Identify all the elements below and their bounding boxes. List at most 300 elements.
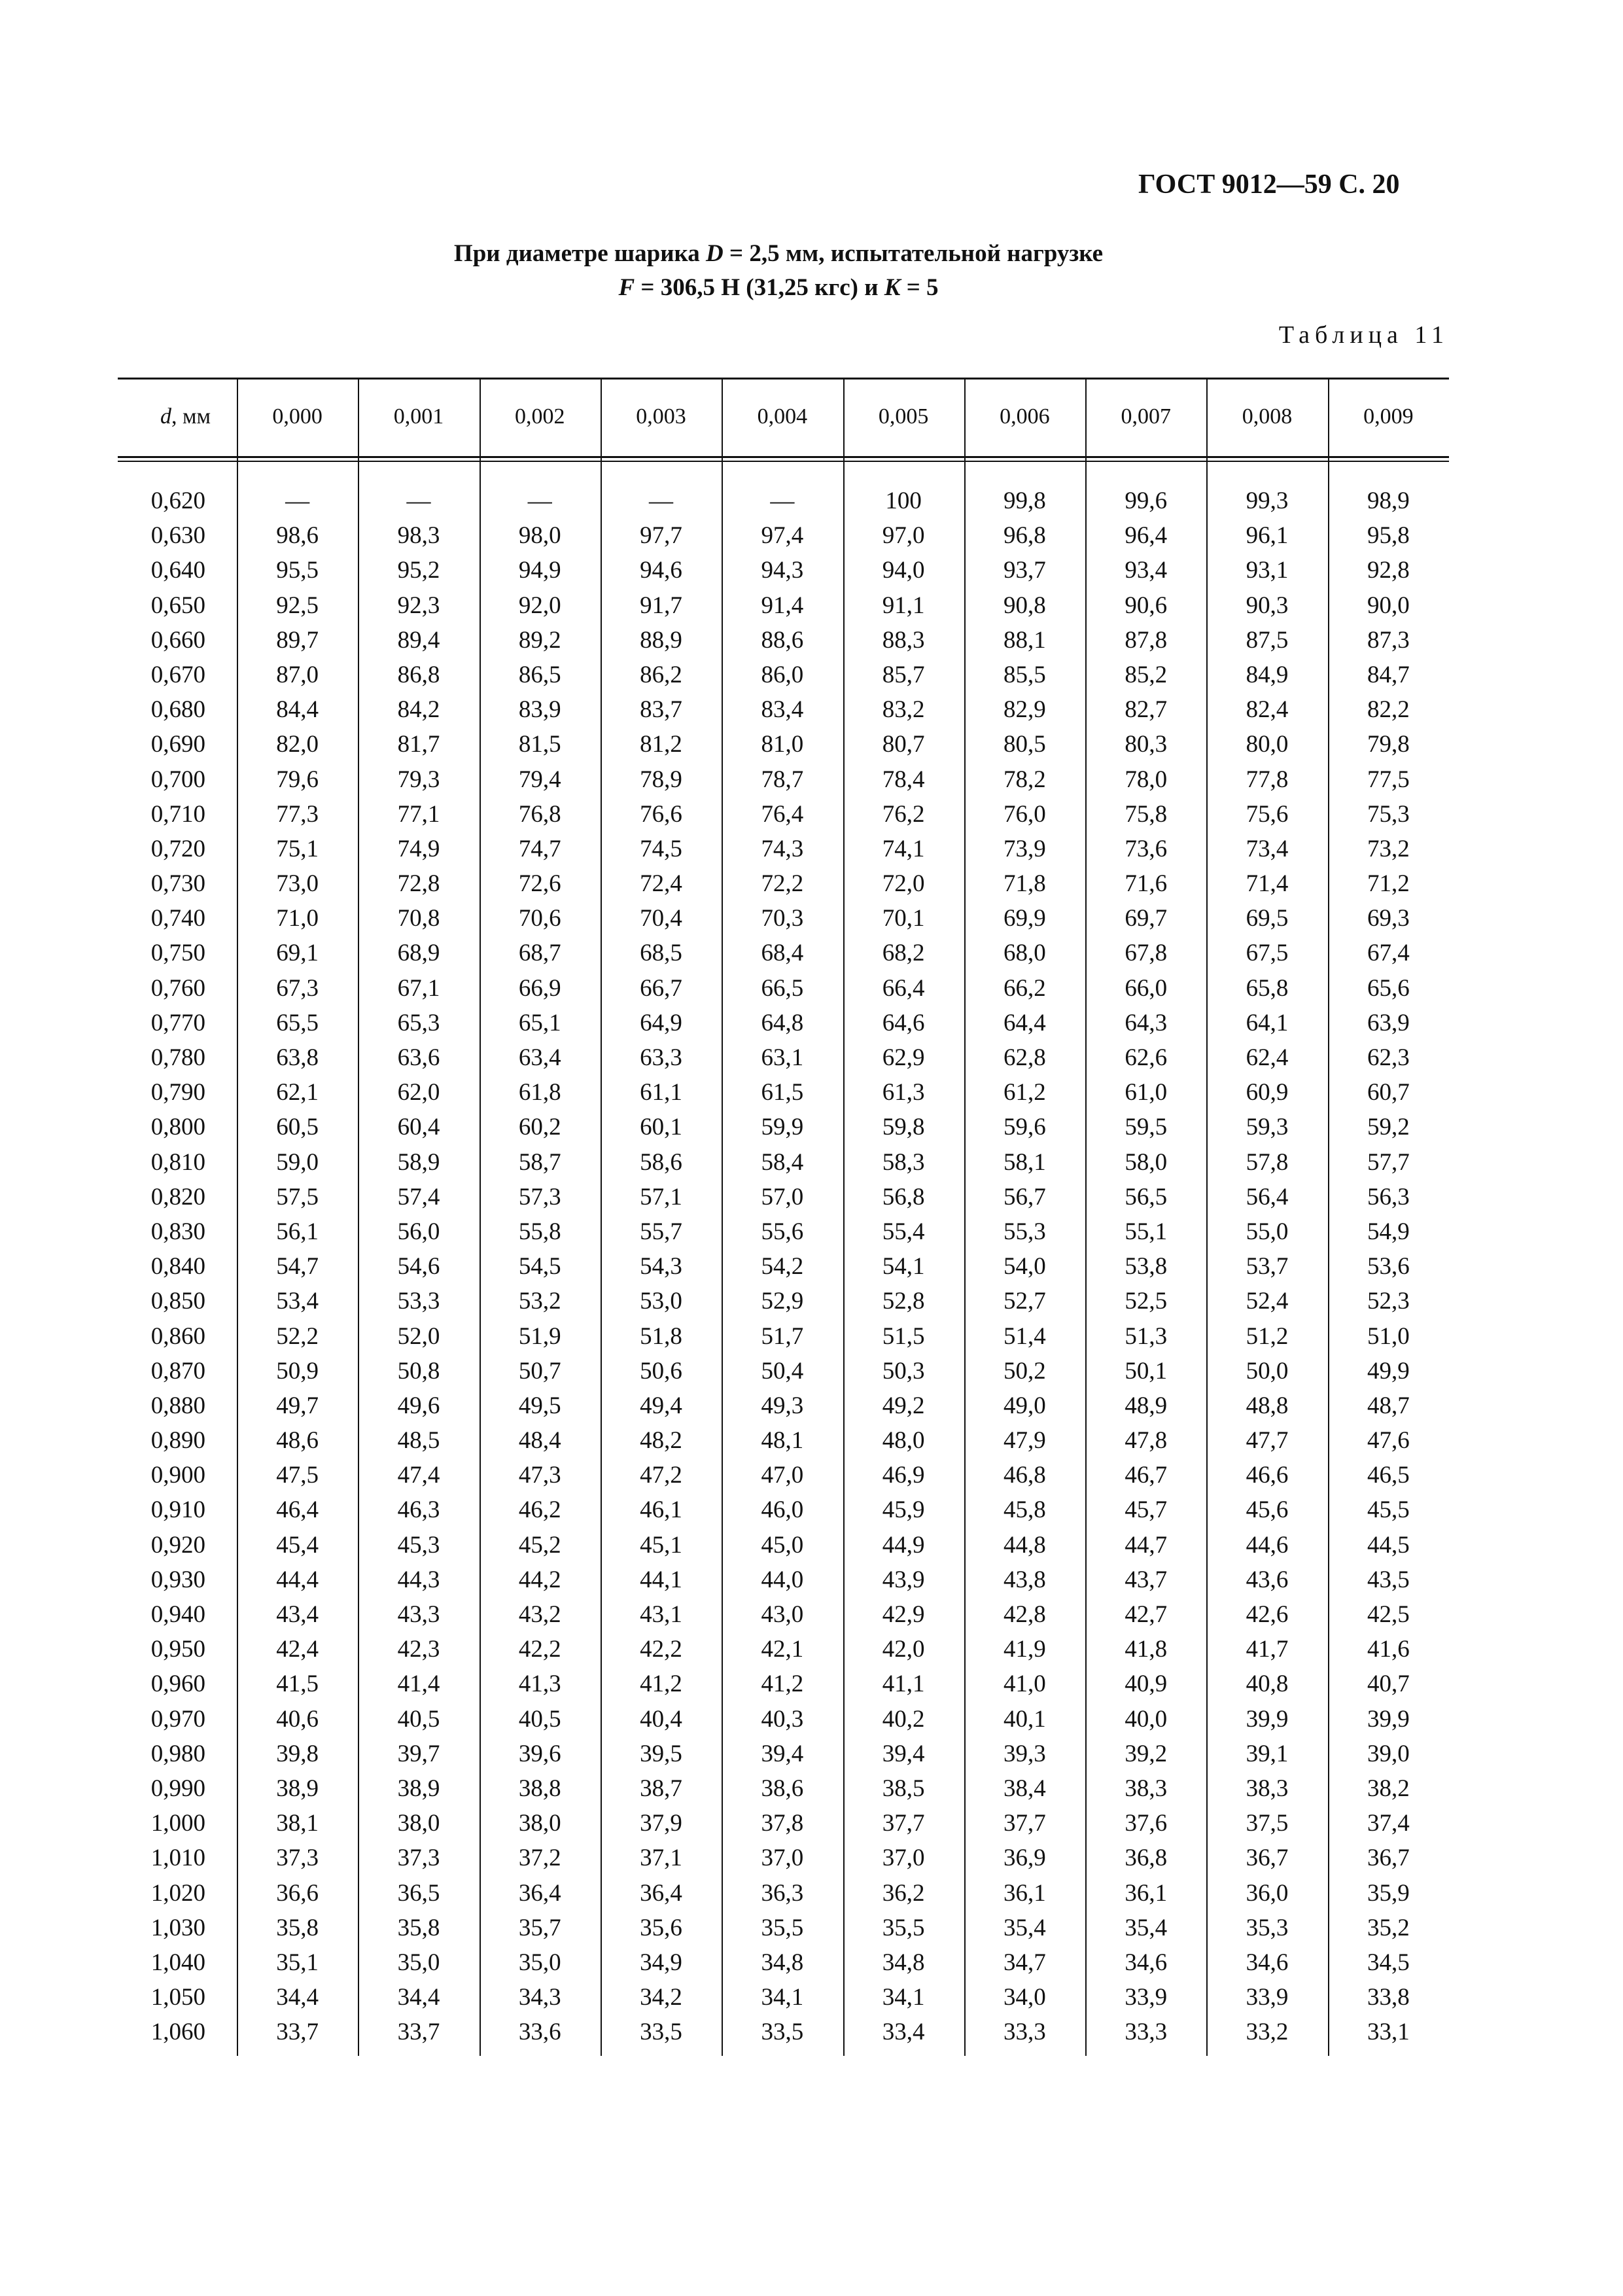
table-cell: 37,0	[882, 1845, 925, 1872]
table-cell: 68,2	[882, 940, 925, 967]
table-cell: 40,3	[761, 1705, 804, 1733]
table-cell: 43,2	[518, 1601, 561, 1628]
table-cell: 70,8	[397, 905, 440, 932]
table-cell: 62,4	[1246, 1044, 1289, 1071]
table-cell: 96,8	[1003, 522, 1046, 550]
table-cell: 80,7	[882, 731, 925, 758]
table-cell: 57,7	[1367, 1148, 1410, 1176]
table-cell: 92,8	[1367, 557, 1410, 584]
table-cell: 36,5	[397, 1879, 440, 1907]
table-cell: 49,0	[1003, 1392, 1046, 1419]
table-row	[118, 692, 1449, 727]
table-cell: 98,0	[518, 522, 561, 550]
table-row	[118, 1388, 1449, 1423]
row-d-value: 0,920	[150, 1531, 205, 1559]
table-row	[118, 588, 1449, 623]
table-cell: 55,7	[640, 1218, 682, 1245]
table-row	[118, 623, 1449, 658]
table-cell: 42,2	[640, 1636, 682, 1663]
table-row	[118, 1632, 1449, 1667]
table-cell: 71,6	[1125, 870, 1168, 898]
table-cell: 60,9	[1246, 1079, 1289, 1106]
table-cell: 48,2	[640, 1427, 682, 1455]
table-cell: 47,4	[397, 1462, 440, 1489]
row-d-value: 1,050	[150, 1984, 205, 2011]
table-cell: 61,2	[1003, 1079, 1046, 1106]
table-cell: 52,8	[882, 1288, 925, 1315]
table-cell: 60,2	[518, 1114, 561, 1141]
table-row	[118, 1214, 1449, 1249]
table-cell: 49,4	[640, 1392, 682, 1419]
table-cell: 53,6	[1367, 1253, 1410, 1280]
table-cell: 46,4	[276, 1496, 319, 1524]
header-cell: 0,009	[1363, 404, 1414, 429]
table-cell: 39,2	[1125, 1740, 1168, 1767]
table-cell: 60,5	[276, 1114, 319, 1141]
row-d-value: 1,040	[150, 1949, 205, 1976]
row-d-value: 0,620	[150, 487, 205, 514]
table-cell: 45,4	[276, 1531, 319, 1559]
table-row	[118, 727, 1449, 762]
table-cell: 38,7	[640, 1775, 682, 1802]
table-cell: 80,3	[1125, 731, 1168, 758]
table-cell: 65,8	[1246, 974, 1289, 1002]
table-cell: 55,6	[761, 1218, 804, 1245]
table-cell: 37,1	[640, 1845, 682, 1872]
row-d-value: 0,970	[150, 1705, 205, 1733]
table-cell: 38,6	[761, 1775, 804, 1802]
table-cell: 86,5	[518, 661, 561, 688]
table-cell: 72,6	[518, 870, 561, 898]
table-number: Таблица 11	[1278, 321, 1449, 349]
table-cell: 33,2	[1246, 2019, 1289, 2046]
column-divider	[601, 378, 602, 2056]
table-cell: 63,9	[1367, 1009, 1410, 1036]
table-cell: 66,7	[640, 974, 682, 1002]
table-cell: 82,2	[1367, 696, 1410, 724]
row-d-value: 0,870	[150, 1357, 205, 1385]
header-cell: 0,007	[1121, 404, 1171, 429]
table-cell: 35,1	[276, 1949, 319, 1976]
table-cell: 38,3	[1246, 1775, 1289, 1802]
table-cell: 37,6	[1125, 1810, 1168, 1837]
table-row	[118, 2015, 1449, 2049]
table-cell: 42,9	[882, 1601, 925, 1628]
table-cell: 37,4	[1367, 1810, 1410, 1837]
table-cell: 84,9	[1246, 661, 1289, 688]
header-cell-d	[118, 378, 237, 456]
table-cell: 73,4	[1246, 835, 1289, 862]
row-d-value: 0,840	[150, 1253, 205, 1280]
header-cell: 0,003	[636, 404, 686, 429]
table-cell: 88,6	[761, 626, 804, 654]
table-cell: 52,4	[1246, 1288, 1289, 1315]
table-cell: 61,1	[640, 1079, 682, 1106]
table-cell: 81,0	[761, 731, 804, 758]
table-cell: —	[770, 487, 795, 514]
table-cell: 65,3	[397, 1009, 440, 1036]
table-cell: 53,4	[276, 1288, 319, 1315]
table-cell: 35,2	[1367, 1914, 1410, 1941]
table-cell: 55,8	[518, 1218, 561, 1245]
column-divider	[1206, 378, 1208, 2056]
table-cell: 86,2	[640, 661, 682, 688]
table-cell: 62,8	[1003, 1044, 1046, 1071]
table-cell: 59,6	[1003, 1114, 1046, 1141]
table-cell: 84,2	[397, 696, 440, 724]
table-cell: 51,2	[1246, 1322, 1289, 1350]
table-row	[118, 1667, 1449, 1701]
table-row	[118, 518, 1449, 553]
table-cell: 47,6	[1367, 1427, 1410, 1455]
table-cell: 73,2	[1367, 835, 1410, 862]
header-d-symbol: d	[160, 404, 171, 429]
table-cell: 60,7	[1367, 1079, 1410, 1106]
table-cell: 87,5	[1246, 626, 1289, 654]
table-cell: 47,2	[640, 1462, 682, 1489]
caption-line2-mid: = 306,5 Н (31,25 кгс) и	[640, 274, 879, 301]
table-cell: 70,1	[882, 905, 925, 932]
caption-line-2	[262, 271, 1295, 305]
table-cell: 48,6	[276, 1427, 319, 1455]
column-divider	[1328, 378, 1329, 2056]
table-cell: 69,9	[1003, 905, 1046, 932]
row-d-value: 0,960	[150, 1670, 205, 1698]
column-divider	[964, 378, 966, 2056]
table-cell: 54,5	[518, 1253, 561, 1280]
table-cell: 90,0	[1367, 592, 1410, 619]
table-cell: 66,9	[518, 974, 561, 1002]
table-cell: 50,4	[761, 1357, 804, 1385]
table-cell: 33,8	[1367, 1984, 1410, 2011]
table-cell: 98,3	[397, 522, 440, 550]
table-cell: 41,6	[1367, 1636, 1410, 1663]
table-cell: 68,7	[518, 940, 561, 967]
table-cell: 56,7	[1003, 1183, 1046, 1210]
table-cell: 75,6	[1246, 800, 1289, 828]
table-cell: 64,9	[640, 1009, 682, 1036]
table-cell: 51,0	[1367, 1322, 1410, 1350]
table-cell: 78,4	[882, 766, 925, 793]
table-cell: 97,0	[882, 522, 925, 550]
table-cell: 63,3	[640, 1044, 682, 1071]
table-cell: 42,7	[1125, 1601, 1168, 1628]
table-cell: 45,7	[1125, 1496, 1168, 1524]
table-cell: 97,4	[761, 522, 804, 550]
table-cell: 73,6	[1125, 835, 1168, 862]
table-cell: 74,5	[640, 835, 682, 862]
row-d-value: 0,660	[150, 626, 205, 654]
table-cell: 46,7	[1125, 1462, 1168, 1489]
table-cell: 38,2	[1367, 1775, 1410, 1802]
table-cell: 43,3	[397, 1601, 440, 1628]
table-cell: 60,1	[640, 1114, 682, 1141]
header-cell: 0,000	[272, 404, 323, 429]
table-cell: 47,8	[1125, 1427, 1168, 1455]
table-cell: 45,2	[518, 1531, 561, 1559]
table-cell: 36,7	[1246, 1845, 1289, 1872]
table-cell: 37,9	[640, 1810, 682, 1837]
table-cell: 44,6	[1246, 1531, 1289, 1559]
table-cell: 73,0	[276, 870, 319, 898]
table-cell: 76,2	[882, 800, 925, 828]
table-cell: 59,0	[276, 1148, 319, 1176]
table-cell: 34,1	[761, 1984, 804, 2011]
row-d-value: 0,650	[150, 592, 205, 619]
table-cell: 65,1	[518, 1009, 561, 1036]
table-cell: 42,5	[1367, 1601, 1410, 1628]
table-cell: 38,5	[882, 1775, 925, 1802]
table-cell: 46,2	[518, 1496, 561, 1524]
table-cell: 69,7	[1125, 905, 1168, 932]
table-cell: 85,2	[1125, 661, 1168, 688]
table-cell: 49,5	[518, 1392, 561, 1419]
table-cell: 58,1	[1003, 1148, 1046, 1176]
header-cell: 0,002	[514, 404, 565, 429]
table-cell: 36,9	[1003, 1845, 1046, 1872]
table-cell: 38,9	[276, 1775, 319, 1802]
table-caption	[262, 237, 1295, 305]
table-cell: 42,6	[1246, 1601, 1289, 1628]
table-cell: 44,1	[640, 1566, 682, 1593]
table-cell: 82,4	[1246, 696, 1289, 724]
table-cell: 51,8	[640, 1322, 682, 1350]
table-cell: 51,5	[882, 1322, 925, 1350]
table-cell: 65,5	[276, 1009, 319, 1036]
table-header-rule-double	[118, 461, 1449, 462]
row-d-value: 1,010	[150, 1845, 205, 1872]
table-cell: 76,4	[761, 800, 804, 828]
row-d-value: 0,880	[150, 1392, 205, 1419]
table-cell: 68,0	[1003, 940, 1046, 967]
table-cell: 37,2	[518, 1845, 561, 1872]
table-cell: 34,3	[518, 1984, 561, 2011]
table-cell: 36,7	[1367, 1845, 1410, 1872]
row-d-value: 0,760	[150, 974, 205, 1002]
table-row	[118, 1075, 1449, 1110]
table-cell: 86,8	[397, 661, 440, 688]
table-cell: 72,8	[397, 870, 440, 898]
table-cell: 45,5	[1367, 1496, 1410, 1524]
table-cell: 42,0	[882, 1636, 925, 1663]
table-cell: 51,4	[1003, 1322, 1046, 1350]
table-cell: 52,0	[397, 1322, 440, 1350]
caption-line1-suffix: = 2,5 мм, испытательной нагрузке	[729, 240, 1104, 267]
table-cell: 42,2	[518, 1636, 561, 1663]
row-d-value: 0,830	[150, 1218, 205, 1245]
table-cell: 61,0	[1125, 1079, 1168, 1106]
table-cell: 52,9	[761, 1288, 804, 1315]
table-cell: 84,4	[276, 696, 319, 724]
table-cell: 70,6	[518, 905, 561, 932]
table-cell: 37,3	[276, 1845, 319, 1872]
table-cell: 71,8	[1003, 870, 1046, 898]
table-cell: 89,4	[397, 626, 440, 654]
table-cell: 74,9	[397, 835, 440, 862]
table-row	[118, 1597, 1449, 1632]
table-cell: 83,9	[518, 696, 561, 724]
table-cell: 52,5	[1125, 1288, 1168, 1315]
table-cell: 61,3	[882, 1079, 925, 1106]
table-cell: 66,5	[761, 974, 804, 1002]
row-d-value: 0,860	[150, 1322, 205, 1350]
table-cell: 36,8	[1125, 1845, 1168, 1872]
table-row	[118, 1110, 1449, 1144]
table-cell: 39,4	[882, 1740, 925, 1767]
table-cell: 79,4	[518, 766, 561, 793]
table-cell: 57,0	[761, 1183, 804, 1210]
table-cell: 77,8	[1246, 766, 1289, 793]
column-divider	[358, 378, 359, 2056]
table-cell: 48,8	[1246, 1392, 1289, 1419]
table-row	[118, 1702, 1449, 1737]
table-cell: 35,0	[397, 1949, 440, 1976]
table-cell: 87,0	[276, 661, 319, 688]
table-cell: 60,4	[397, 1114, 440, 1141]
table-cell: 46,8	[1003, 1462, 1046, 1489]
table-cell: 68,5	[640, 940, 682, 967]
table-cell: 55,1	[1125, 1218, 1168, 1245]
table-cell: 47,5	[276, 1462, 319, 1489]
table-row	[118, 1563, 1449, 1597]
table-cell: 64,4	[1003, 1009, 1046, 1036]
row-d-value: 0,740	[150, 905, 205, 932]
table-cell: 33,3	[1003, 2019, 1046, 2046]
table-cell: 33,3	[1125, 2019, 1168, 2046]
table-cell: 43,4	[276, 1601, 319, 1628]
row-d-value: 0,950	[150, 1636, 205, 1663]
table-cell: 77,1	[397, 800, 440, 828]
table-cell: 94,9	[518, 557, 561, 584]
table-cell: 33,5	[640, 2019, 682, 2046]
table-cell: 43,7	[1125, 1566, 1168, 1593]
table-cell: 92,0	[518, 592, 561, 619]
table-row	[118, 901, 1449, 936]
table-cell: 44,9	[882, 1531, 925, 1559]
table-cell: 54,9	[1367, 1218, 1410, 1245]
table-cell: 40,4	[640, 1705, 682, 1733]
table-cell: 82,9	[1003, 696, 1046, 724]
row-d-value: 0,730	[150, 870, 205, 898]
table-cell: 48,1	[761, 1427, 804, 1455]
table-cell: 50,0	[1246, 1357, 1289, 1385]
table-cell: 86,0	[761, 661, 804, 688]
table-row	[118, 1528, 1449, 1563]
table-cell: 38,3	[1125, 1775, 1168, 1802]
table-cell: 71,2	[1367, 870, 1410, 898]
table-header-rule	[118, 456, 1449, 458]
row-d-value: 0,800	[150, 1114, 205, 1141]
table-cell: 55,0	[1246, 1218, 1289, 1245]
table-cell: 38,1	[276, 1810, 319, 1837]
table-cell: 61,8	[518, 1079, 561, 1106]
row-d-value: 0,780	[150, 1044, 205, 1071]
table-cell: 35,5	[761, 1914, 804, 1941]
table-cell: 43,5	[1367, 1566, 1410, 1593]
table-cell: 37,5	[1246, 1810, 1289, 1837]
row-d-value: 0,820	[150, 1183, 205, 1210]
table-cell: 72,4	[640, 870, 682, 898]
table-cell: 65,6	[1367, 974, 1410, 1002]
column-divider	[480, 378, 481, 2056]
table-cell: 35,7	[518, 1914, 561, 1941]
table-cell: 34,5	[1367, 1949, 1410, 1976]
table-cell: 44,5	[1367, 1531, 1410, 1559]
table-cell: 58,0	[1125, 1148, 1168, 1176]
table-row	[118, 1249, 1449, 1284]
table-cell: 75,8	[1125, 800, 1168, 828]
table-cell: —	[285, 487, 310, 514]
table-cell: 80,5	[1003, 731, 1046, 758]
table-cell: 46,5	[1367, 1462, 1410, 1489]
table-cell: 41,3	[518, 1670, 561, 1698]
table-cell: 38,9	[397, 1775, 440, 1802]
table-cell: 82,0	[276, 731, 319, 758]
row-d-value: 0,630	[150, 522, 205, 550]
table-cell: 37,7	[1003, 1810, 1046, 1837]
table-cell: 59,2	[1367, 1114, 1410, 1141]
table-cell: 66,0	[1125, 974, 1168, 1002]
table-cell: 37,3	[397, 1845, 440, 1872]
table-cell: 93,1	[1246, 557, 1289, 584]
row-d-value: 0,790	[150, 1079, 205, 1106]
table-cell: 34,8	[761, 1949, 804, 1976]
table-cell: 56,8	[882, 1183, 925, 1210]
table-cell: 67,1	[397, 974, 440, 1002]
table-row	[118, 1180, 1449, 1214]
table-cell: 44,4	[276, 1566, 319, 1593]
table-row	[118, 1423, 1449, 1458]
table-cell: 56,0	[397, 1218, 440, 1245]
table-row	[118, 1284, 1449, 1318]
table-cell: 49,7	[276, 1392, 319, 1419]
table-cell: 91,7	[640, 592, 682, 619]
table-cell: 73,9	[1003, 835, 1046, 862]
table-cell: 82,7	[1125, 696, 1168, 724]
row-d-value: 0,750	[150, 940, 205, 967]
table-cell: 63,6	[397, 1044, 440, 1071]
table-cell: 85,7	[882, 661, 925, 688]
table-cell: 76,0	[1003, 800, 1046, 828]
row-d-value: 0,810	[150, 1148, 205, 1176]
table-row	[118, 658, 1449, 692]
table-cell: 88,1	[1003, 626, 1046, 654]
table-cell: 42,8	[1003, 1601, 1046, 1628]
table-cell: 64,1	[1246, 1009, 1289, 1036]
table-row	[118, 1145, 1449, 1180]
table-cell: 93,7	[1003, 557, 1046, 584]
table-cell: 41,7	[1246, 1636, 1289, 1663]
table-cell: 94,3	[761, 557, 804, 584]
table-cell: 46,9	[882, 1462, 925, 1489]
table-cell: 57,1	[640, 1183, 682, 1210]
table-cell: 89,7	[276, 626, 319, 654]
table-cell: 35,0	[518, 1949, 561, 1976]
table-cell: 40,5	[518, 1705, 561, 1733]
header-d-unit: , мм	[171, 404, 211, 429]
row-d-value: 0,980	[150, 1740, 205, 1767]
row-d-value: 0,670	[150, 661, 205, 688]
table-cell: 58,6	[640, 1148, 682, 1176]
table-cell: 37,7	[882, 1810, 925, 1837]
table-cell: 34,4	[276, 1984, 319, 2011]
table-cell: 59,5	[1125, 1114, 1168, 1141]
table-cell: 48,0	[882, 1427, 925, 1455]
table-cell: 33,1	[1367, 2019, 1410, 2046]
table-cell: 38,0	[397, 1810, 440, 1837]
table-cell: 58,9	[397, 1148, 440, 1176]
header-cell: 0,006	[1000, 404, 1050, 429]
